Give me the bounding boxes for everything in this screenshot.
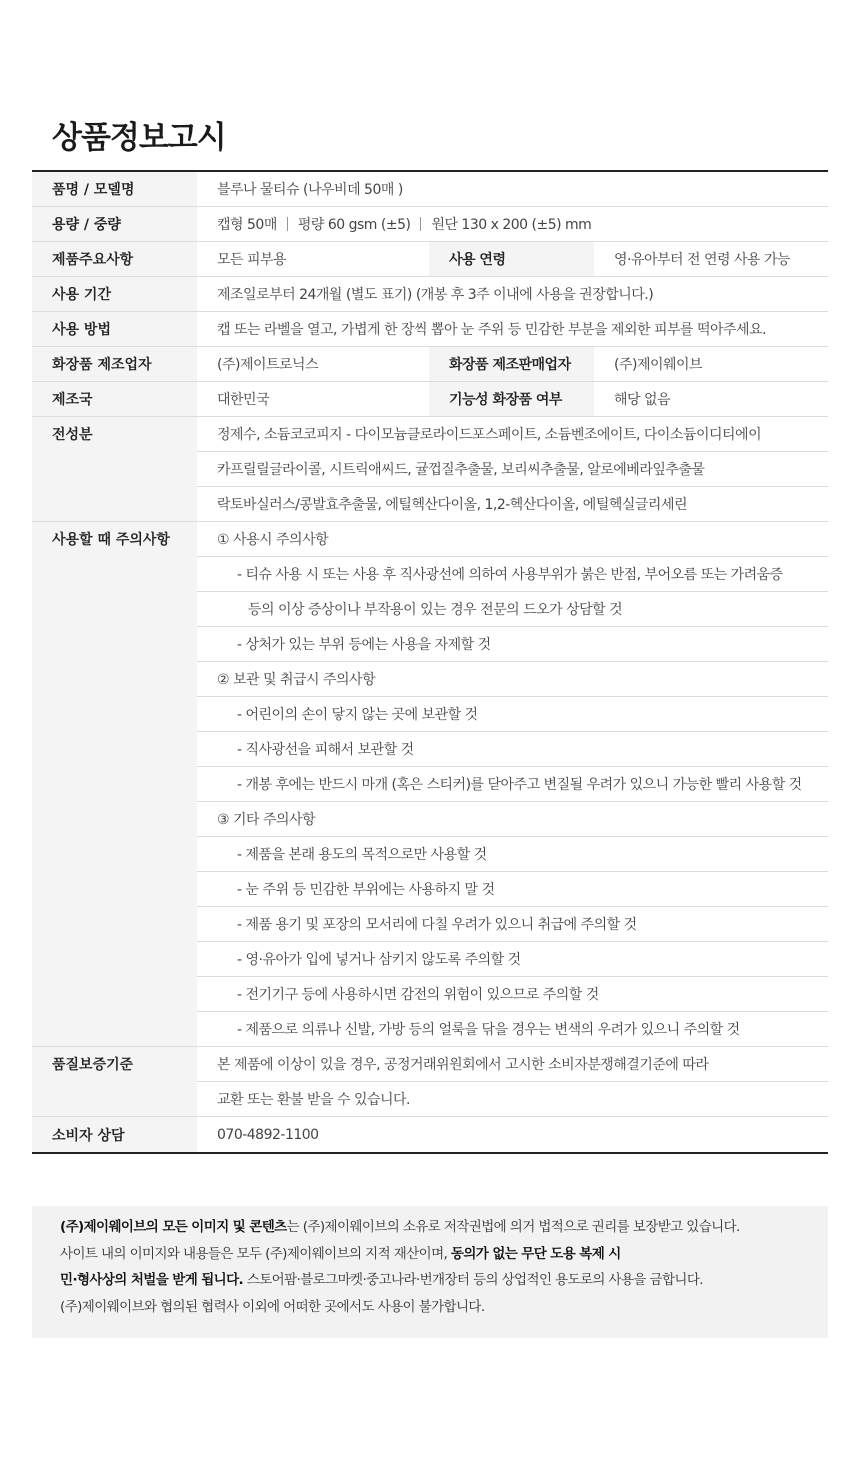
table-row (32, 417, 828, 452)
caution-item: - 직사광선을 피해서 보관할 것 (197, 732, 828, 767)
table-row (32, 942, 828, 977)
caution-item: - 개봉 후에는 반드시 마개 (혹은 스티커)를 닫아주고 변질될 우려가 있으니 가능한 빨리 사용할 것 (197, 767, 828, 802)
row-label-spacer (32, 662, 197, 697)
row-label-spacer (32, 732, 197, 767)
notice-text: 는 (주)제이웨이브의 소유로 저작권법에 의거 법적으로 권리를 보장받고 있습니다. (286, 1219, 740, 1235)
copyright-notice (32, 1206, 828, 1338)
row-label: 용량 / 중량 (32, 207, 197, 242)
row-label-spacer (32, 837, 197, 872)
row-label-spacer (32, 627, 197, 662)
row-label: 사용 방법 (32, 312, 197, 347)
divider (420, 217, 421, 231)
row-label-spacer (32, 872, 197, 907)
caution-item: - 전기기구 등에 사용하시면 감전의 위험이 있으므로 주의할 것 (197, 977, 828, 1012)
row-value (197, 207, 828, 242)
table-row (32, 1012, 828, 1047)
notice-emphasis: 동의가 없는 무단 도용 복제 시 (450, 1245, 621, 1262)
row-value: 모든 피부용 (197, 242, 429, 277)
table-row (32, 1082, 828, 1117)
row-value: 해당 없음 (594, 382, 828, 417)
row-value: (주)제이웨이브 (594, 347, 828, 382)
row-label: 품명 / 모델명 (32, 172, 197, 207)
notice-text: (주)제이웨이브와 협의된 협력사 이외에 어떠한 곳에서도 사용이 불가합니다. (60, 1298, 485, 1315)
row-value: 대한민국 (197, 382, 429, 417)
quality-line: 본 제품에 이상이 있을 경우, 공정거래위원회에서 고시한 소비자분쟁해결기준에 따라 (197, 1047, 828, 1082)
row-value: 제조일로부터 24개월 (별도 표기) (개봉 후 3주 이내에 사용을 권장합니다.) (197, 277, 828, 312)
notice-emphasis: 민·형사상의 처벌을 받게 됩니다. (60, 1272, 244, 1288)
caution-heading: ② 보관 및 취급시 주의사항 (197, 662, 828, 697)
table-row (32, 242, 828, 277)
row-value: 영·유아부터 전 연령 사용 가능 (594, 242, 828, 277)
row-value: (주)제이트로닉스 (197, 347, 429, 382)
row-value: 캡 또는 라벨을 열고, 가볍게 한 장씩 뽑아 눈 주위 등 민감한 부분을 제외한 피부를 떡아주세요. (197, 312, 828, 347)
notice-emphasis: (주)제이웨이브의 모든 이미지 및 콘텐츠 (60, 1219, 287, 1235)
table-row (32, 872, 828, 907)
row-label-spacer (32, 977, 197, 1012)
table-row (32, 977, 828, 1012)
caution-heading: ① 사용시 주의사항 (197, 522, 828, 557)
table-row (32, 487, 828, 522)
row-label-spacer (32, 557, 197, 592)
product-info-table (32, 170, 828, 1154)
row-label-spacer (32, 452, 197, 487)
table-row (32, 312, 828, 347)
notice-line (60, 1241, 828, 1268)
table-row (32, 1047, 828, 1082)
table-row (32, 522, 828, 557)
caution-item: - 제품을 본래 용도의 목적으로만 사용할 것 (197, 837, 828, 872)
table-row (32, 592, 828, 627)
page-title: 상품정보고시 (52, 120, 226, 156)
row-label-spacer (32, 1012, 197, 1047)
notice-line (60, 1267, 828, 1294)
row-label: 화장품 제조판매업자 (429, 347, 594, 382)
divider (287, 217, 288, 231)
row-label-spacer (32, 802, 197, 837)
notice-line (60, 1294, 828, 1321)
row-label: 사용 연령 (429, 242, 594, 277)
row-label: 기능성 화장품 여부 (429, 382, 594, 417)
table-row (32, 662, 828, 697)
row-label-spacer (32, 942, 197, 977)
table-row (32, 697, 828, 732)
table-row (32, 557, 828, 592)
caution-item: - 눈 주위 등 민감한 부위에는 사용하지 말 것 (197, 872, 828, 907)
caution-item: - 영·유아가 입에 넣거나 삼키지 않도록 주의할 것 (197, 942, 828, 977)
capacity-type: 캡형 50매 (217, 217, 277, 233)
ingredients-line: 카프릴릴글라이콜, 시트릭애씨드, 귤껍질추출물, 보리씨추출물, 알로에베라잎추출물 (197, 452, 828, 487)
row-label-spacer (32, 1082, 197, 1117)
ingredients-line: 락토바실러스/콩발효추출물, 에틸헥산다이올, 1,2-헥산다이올, 에틸헥실글리세린 (197, 487, 828, 522)
table-row (32, 907, 828, 942)
caution-item: - 어린이의 손이 닿지 않는 곳에 보관할 것 (197, 697, 828, 732)
row-label-spacer (32, 592, 197, 627)
table-row (32, 767, 828, 802)
row-label: 전성분 (32, 417, 197, 452)
row-label-spacer (32, 907, 197, 942)
contact-phone: 070-4892-1100 (217, 1126, 319, 1143)
notice-text: 스토어팜·블로그마켓·중고나라·번개장터 등의 상업적인 용도로의 사용을 금합니다. (243, 1272, 703, 1288)
caution-item: - 제품으로 의류나 신발, 가방 등의 얼룩을 닦을 경우는 변색의 우려가 있으니 주의할 것 (197, 1012, 828, 1047)
caution-item: - 제품 용기 및 포장의 모서리에 다칠 우려가 있으니 취급에 주의할 것 (197, 907, 828, 942)
capacity-size: 원단 130 x 200 (±5) mm (431, 217, 592, 233)
row-label-spacer (32, 767, 197, 802)
table-row (32, 452, 828, 487)
table-row (32, 837, 828, 872)
table-row (32, 172, 828, 207)
row-label: 화장품 제조업자 (32, 347, 197, 382)
row-label: 제조국 (32, 382, 197, 417)
row-label-spacer (32, 697, 197, 732)
quality-line: 교환 또는 환불 받을 수 있습니다. (197, 1082, 828, 1117)
ingredients-line: 정제수, 소듐코코피지 - 다이모늄클로라이드포스페이트, 소듐벤조에이트, 다이소듐이디티에이 (197, 417, 828, 452)
row-label: 사용할 때 주의사항 (32, 522, 197, 557)
row-label: 소비자 상담 (32, 1117, 197, 1152)
table-row (32, 382, 828, 417)
row-value: 블루나 물티슈 (나우비데 50매 ) (197, 172, 828, 207)
notice-line (60, 1214, 828, 1241)
table-row (32, 802, 828, 837)
row-label: 품질보증기준 (32, 1047, 197, 1082)
caution-heading: ③ 기타 주의사항 (197, 802, 828, 837)
row-label: 사용 기간 (32, 277, 197, 312)
caution-item: - 티슈 사용 시 또는 사용 후 직사광선에 의하여 사용부위가 붉은 반점, 부어오름 또는 가려움증 (197, 557, 828, 592)
table-row (32, 207, 828, 242)
table-row (32, 627, 828, 662)
capacity-weight: 평량 60 gsm (±5) (297, 217, 411, 233)
row-label: 제품주요사항 (32, 242, 197, 277)
row-label-spacer (32, 487, 197, 522)
table-row (32, 277, 828, 312)
caution-item: 등의 이상 증상이나 부작용이 있는 경우 전문의 드오가 상담할 것 (197, 592, 828, 627)
notice-text: 사이트 내의 이미지와 내용들은 모두 (주)제이웨이브의 지적 재산이며, (60, 1245, 451, 1262)
table-row (32, 732, 828, 767)
caution-item: - 상처가 있는 부위 등에는 사용을 자제할 것 (197, 627, 828, 662)
table-row (32, 347, 828, 382)
table-row (32, 1117, 828, 1152)
